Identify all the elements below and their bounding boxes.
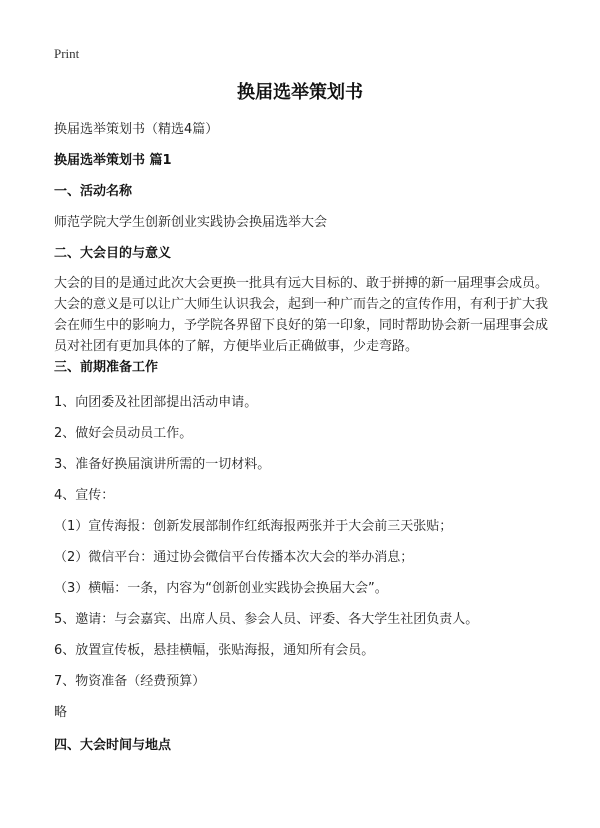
list-item: （1）宣传海报：创新发展部制作红纸海报两张并于大会前三天张贴； — [54, 519, 453, 534]
article-heading: 换届选举策划书 篇1 — [54, 153, 172, 168]
document-subtitle: 换届选举策划书（精选4篇） — [54, 122, 219, 137]
document-title: 换届选举策划书 — [237, 82, 363, 103]
list-item: 略 — [54, 705, 68, 720]
list-item: 1、向团委及社团部提出活动申请。 — [54, 395, 258, 410]
list-item: （2）微信平台：通过协会微信平台传播本次大会的举办消息； — [54, 550, 414, 565]
list-item: （3）横幅：一条，内容为“创新创业实践协会换届大会”。 — [54, 581, 388, 596]
list-item: 2、做好会员动员工作。 — [54, 426, 193, 441]
section-heading-3: 三、前期准备工作 — [54, 360, 159, 375]
section-heading-2: 二、大会目的与意义 — [54, 246, 172, 261]
print-link[interactable]: Print — [54, 46, 80, 61]
activity-name-text: 师范学院大学生创新创业实践协会换届选举大会 — [54, 215, 328, 230]
section-heading-4: 四、大会时间与地点 — [54, 738, 172, 753]
list-item: 6、放置宣传板，悬挂横幅，张贴海报，通知所有会员。 — [54, 643, 375, 658]
list-item: 3、准备好换届演讲所需的一切材料。 — [54, 457, 271, 472]
list-item: 4、宣传： — [54, 488, 115, 503]
list-item: 5、邀请：与会嘉宾、出席人员、参会人员、评委、各大学生社团负责人。 — [54, 612, 479, 627]
section-heading-1: 一、活动名称 — [54, 184, 133, 199]
list-item: 7、物资准备（经费预算） — [54, 674, 206, 689]
purpose-paragraph: 大会的目的是通过此次大会更换一批具有远大目标的、敢于拼搏的新一届理事会成员。大会的意义是可以让广大师生认识我会，起到一种广而告之的宣传作用，有利于扩大我会在师生中的影响力，予学院各界留下良好的第一印象，同时帮助协会新一届理事会成员对社团有更加具体的了解，方便毕业后正确做事，少走弯路。 — [54, 276, 549, 354]
